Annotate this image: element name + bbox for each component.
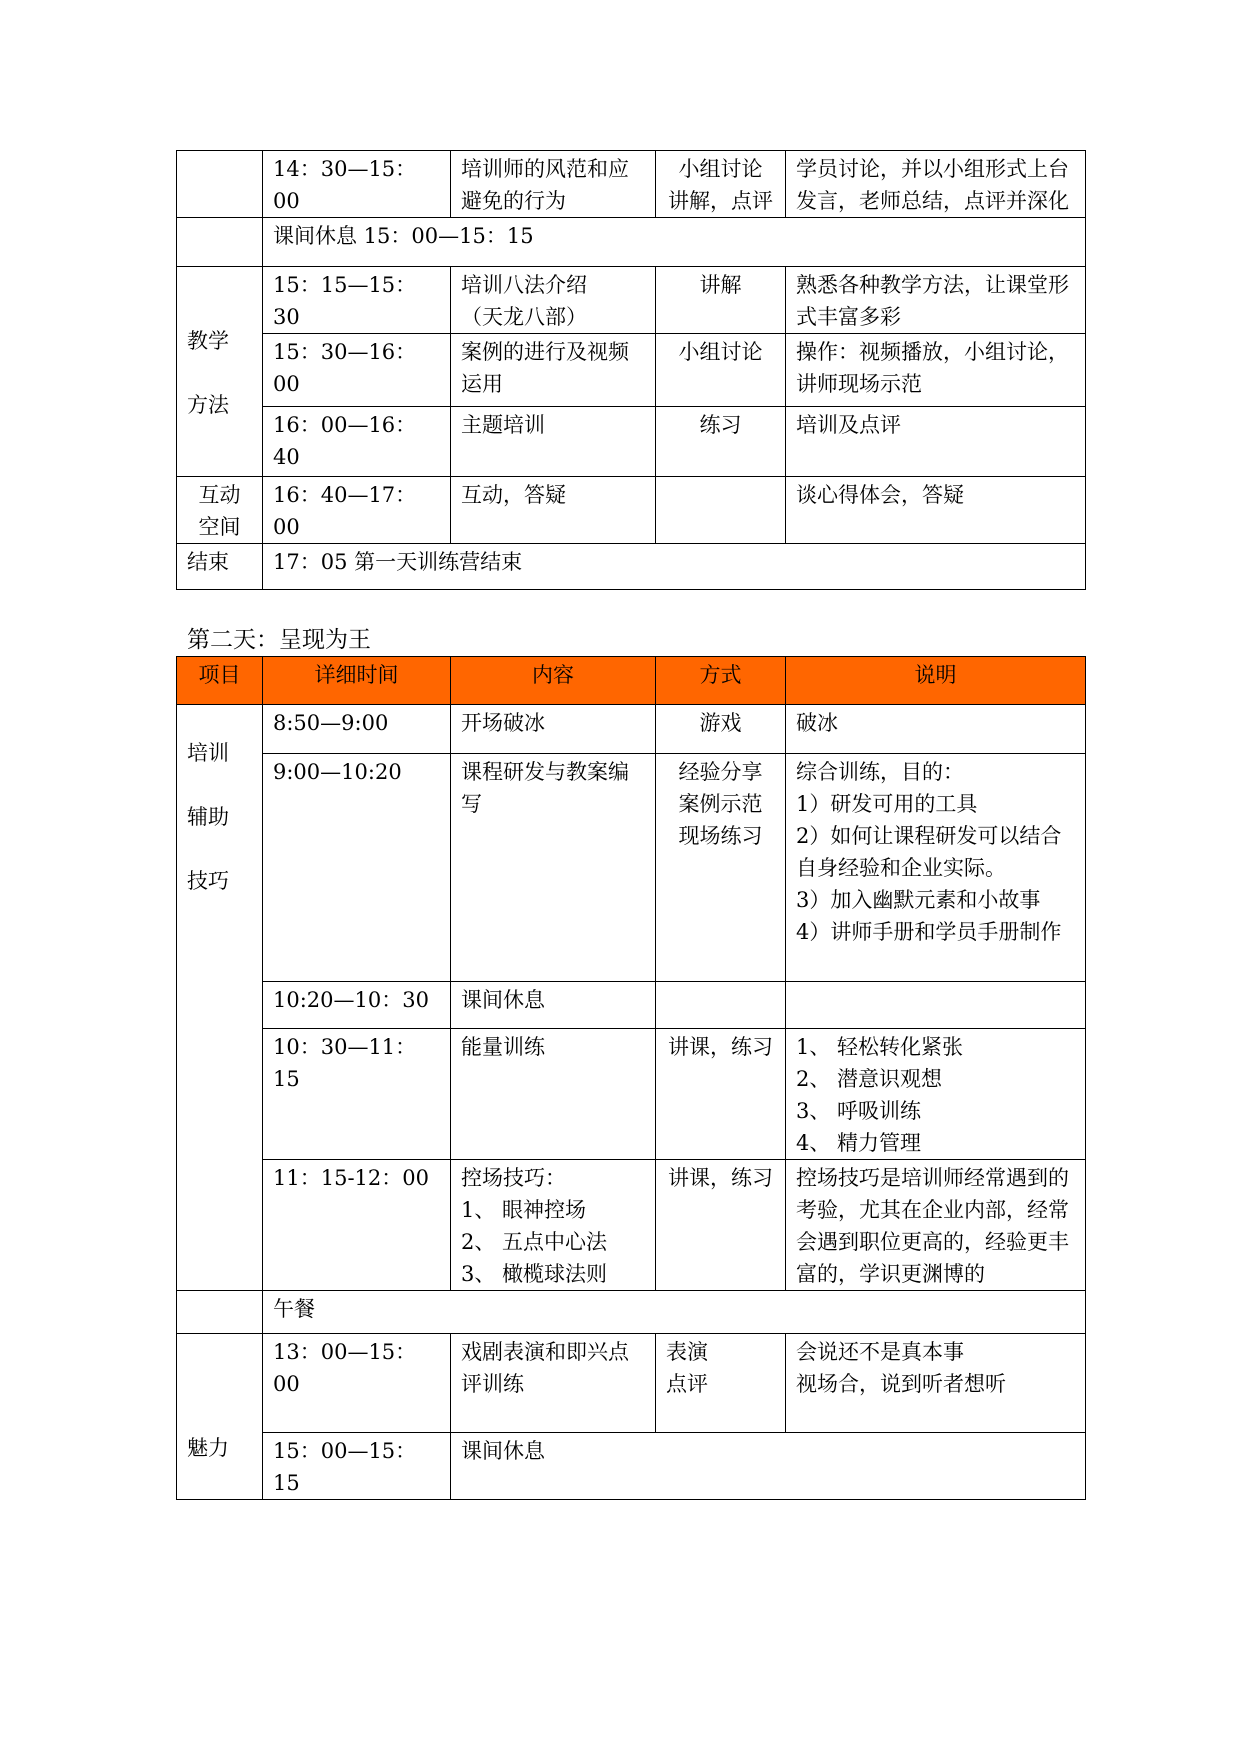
table-row	[177, 705, 1086, 754]
item-cell: 结束	[177, 544, 263, 590]
group-label-text: 培训 辅助 技巧	[187, 741, 229, 893]
method-cell: 小组讨论	[656, 334, 786, 407]
group-label-charisma	[177, 1334, 263, 1500]
item-cell	[177, 1291, 263, 1334]
time-cell: 16：00—16：40	[263, 407, 451, 477]
day2-schedule-table	[176, 656, 1086, 1500]
time-cell: 16：40—17：00	[263, 477, 451, 544]
table-row	[177, 334, 1086, 407]
note-cell: 熟悉各种教学方法，让课堂形式丰富多彩	[786, 267, 1086, 334]
item-cell	[177, 218, 263, 267]
break-cell: 课间休息 15：00—15：15	[263, 218, 1086, 267]
note-cell: 学员讨论，并以小组形式上台发言，老师总结，点评并深化	[786, 151, 1086, 218]
table-row	[177, 267, 1086, 334]
header-method: 方式	[656, 657, 786, 705]
note-cell: 控场技巧是培训师经常遇到的考验，尤其在企业内部，经常会遇到职位更高的，经验更丰富的，学识更渊博的	[786, 1160, 1086, 1291]
method-cell	[656, 982, 786, 1029]
method-cell: 小组讨论 讲解，点评	[656, 151, 786, 218]
table-row	[177, 1291, 1086, 1334]
note-cell: 综合训练，目的： 1）研发可用的工具 2）如何让课程研发可以结合自身经验和企业实际。 3）加入幽默元素和小故事 4）讲师手册和学员手册制作	[786, 754, 1086, 982]
table-row	[177, 218, 1086, 267]
header-note: 说明	[786, 657, 1086, 705]
method-cell: 表演 点评	[656, 1334, 786, 1433]
time-cell: 15：00—15：15	[263, 1433, 451, 1500]
header-time: 详细时间	[263, 657, 451, 705]
method-cell: 讲课，练习	[656, 1029, 786, 1160]
item-cell: 互动 空间	[177, 477, 263, 544]
content-cell: 主题培训	[451, 407, 656, 477]
item-cell	[177, 151, 263, 218]
header-content: 内容	[451, 657, 656, 705]
note-cell: 1、 轻松转化紧张 2、 潜意识观想 3、 呼吸训练 4、 精力管理	[786, 1029, 1086, 1160]
content-cell: 培训八法介绍 （天龙八部）	[451, 267, 656, 334]
content-cell: 培训师的风范和应避免的行为	[451, 151, 656, 218]
content-cell: 控场技巧： 1、 眼神控场 2、 五点中心法 3、 橄榄球法则	[451, 1160, 656, 1291]
method-cell: 游戏	[656, 705, 786, 754]
method-cell: 练习	[656, 407, 786, 477]
group-label-text: 魅力	[187, 1436, 229, 1460]
time-cell: 11：15-12：00	[263, 1160, 451, 1291]
table-row	[177, 407, 1086, 477]
content-cell: 开场破冰	[451, 705, 656, 754]
content-cell: 课间休息	[451, 1433, 1086, 1500]
method-cell	[656, 477, 786, 544]
table-header-row	[177, 657, 1086, 705]
day2-title: 第二天：呈现为王	[187, 627, 371, 653]
method-cell: 经验分享 案例示范 现场练习	[656, 754, 786, 982]
header-item: 项目	[177, 657, 263, 705]
content-cell: 能量训练	[451, 1029, 656, 1160]
time-cell: 15：15—15：30	[263, 267, 451, 334]
table-row	[177, 1160, 1086, 1291]
time-cell: 15：30—16：00	[263, 334, 451, 407]
time-cell: 14：30—15：00	[263, 151, 451, 218]
table-row	[177, 754, 1086, 982]
note-cell: 培训及点评	[786, 407, 1086, 477]
group-label-teaching-methods: 教学 方法	[177, 267, 263, 477]
content-cell: 互动，答疑	[451, 477, 656, 544]
table-row	[177, 151, 1086, 218]
note-cell: 操作：视频播放，小组讨论，讲师现场示范	[786, 334, 1086, 407]
table-row	[177, 1029, 1086, 1160]
time-cell: 13：00—15：00	[263, 1334, 451, 1433]
table-row	[177, 982, 1086, 1029]
group-label-training-aids	[177, 705, 263, 1291]
note-cell	[786, 982, 1086, 1029]
method-cell: 讲课，练习	[656, 1160, 786, 1291]
time-cell: 10：30—11：15	[263, 1029, 451, 1160]
time-cell: 9:00—10:20	[263, 754, 451, 982]
day1-schedule-table	[176, 150, 1086, 590]
lunch-cell: 午餐	[263, 1291, 1086, 1334]
note-cell: 破冰	[786, 705, 1086, 754]
content-cell: 课程研发与教案编写	[451, 754, 656, 982]
end-cell: 17：05 第一天训练营结束	[263, 544, 1086, 590]
table-row	[177, 477, 1086, 544]
method-cell: 讲解	[656, 267, 786, 334]
content-cell: 课间休息	[451, 982, 656, 1029]
table-row	[177, 544, 1086, 590]
note-cell: 会说还不是真本事 视场合，说到听者想听	[786, 1334, 1086, 1433]
table-row	[177, 1433, 1086, 1500]
time-cell: 8:50—9:00	[263, 705, 451, 754]
time-cell: 10:20—10：30	[263, 982, 451, 1029]
content-cell: 戏剧表演和即兴点评训练	[451, 1334, 656, 1433]
content-cell: 案例的进行及视频运用	[451, 334, 656, 407]
table-row	[177, 1334, 1086, 1433]
note-cell: 谈心得体会，答疑	[786, 477, 1086, 544]
